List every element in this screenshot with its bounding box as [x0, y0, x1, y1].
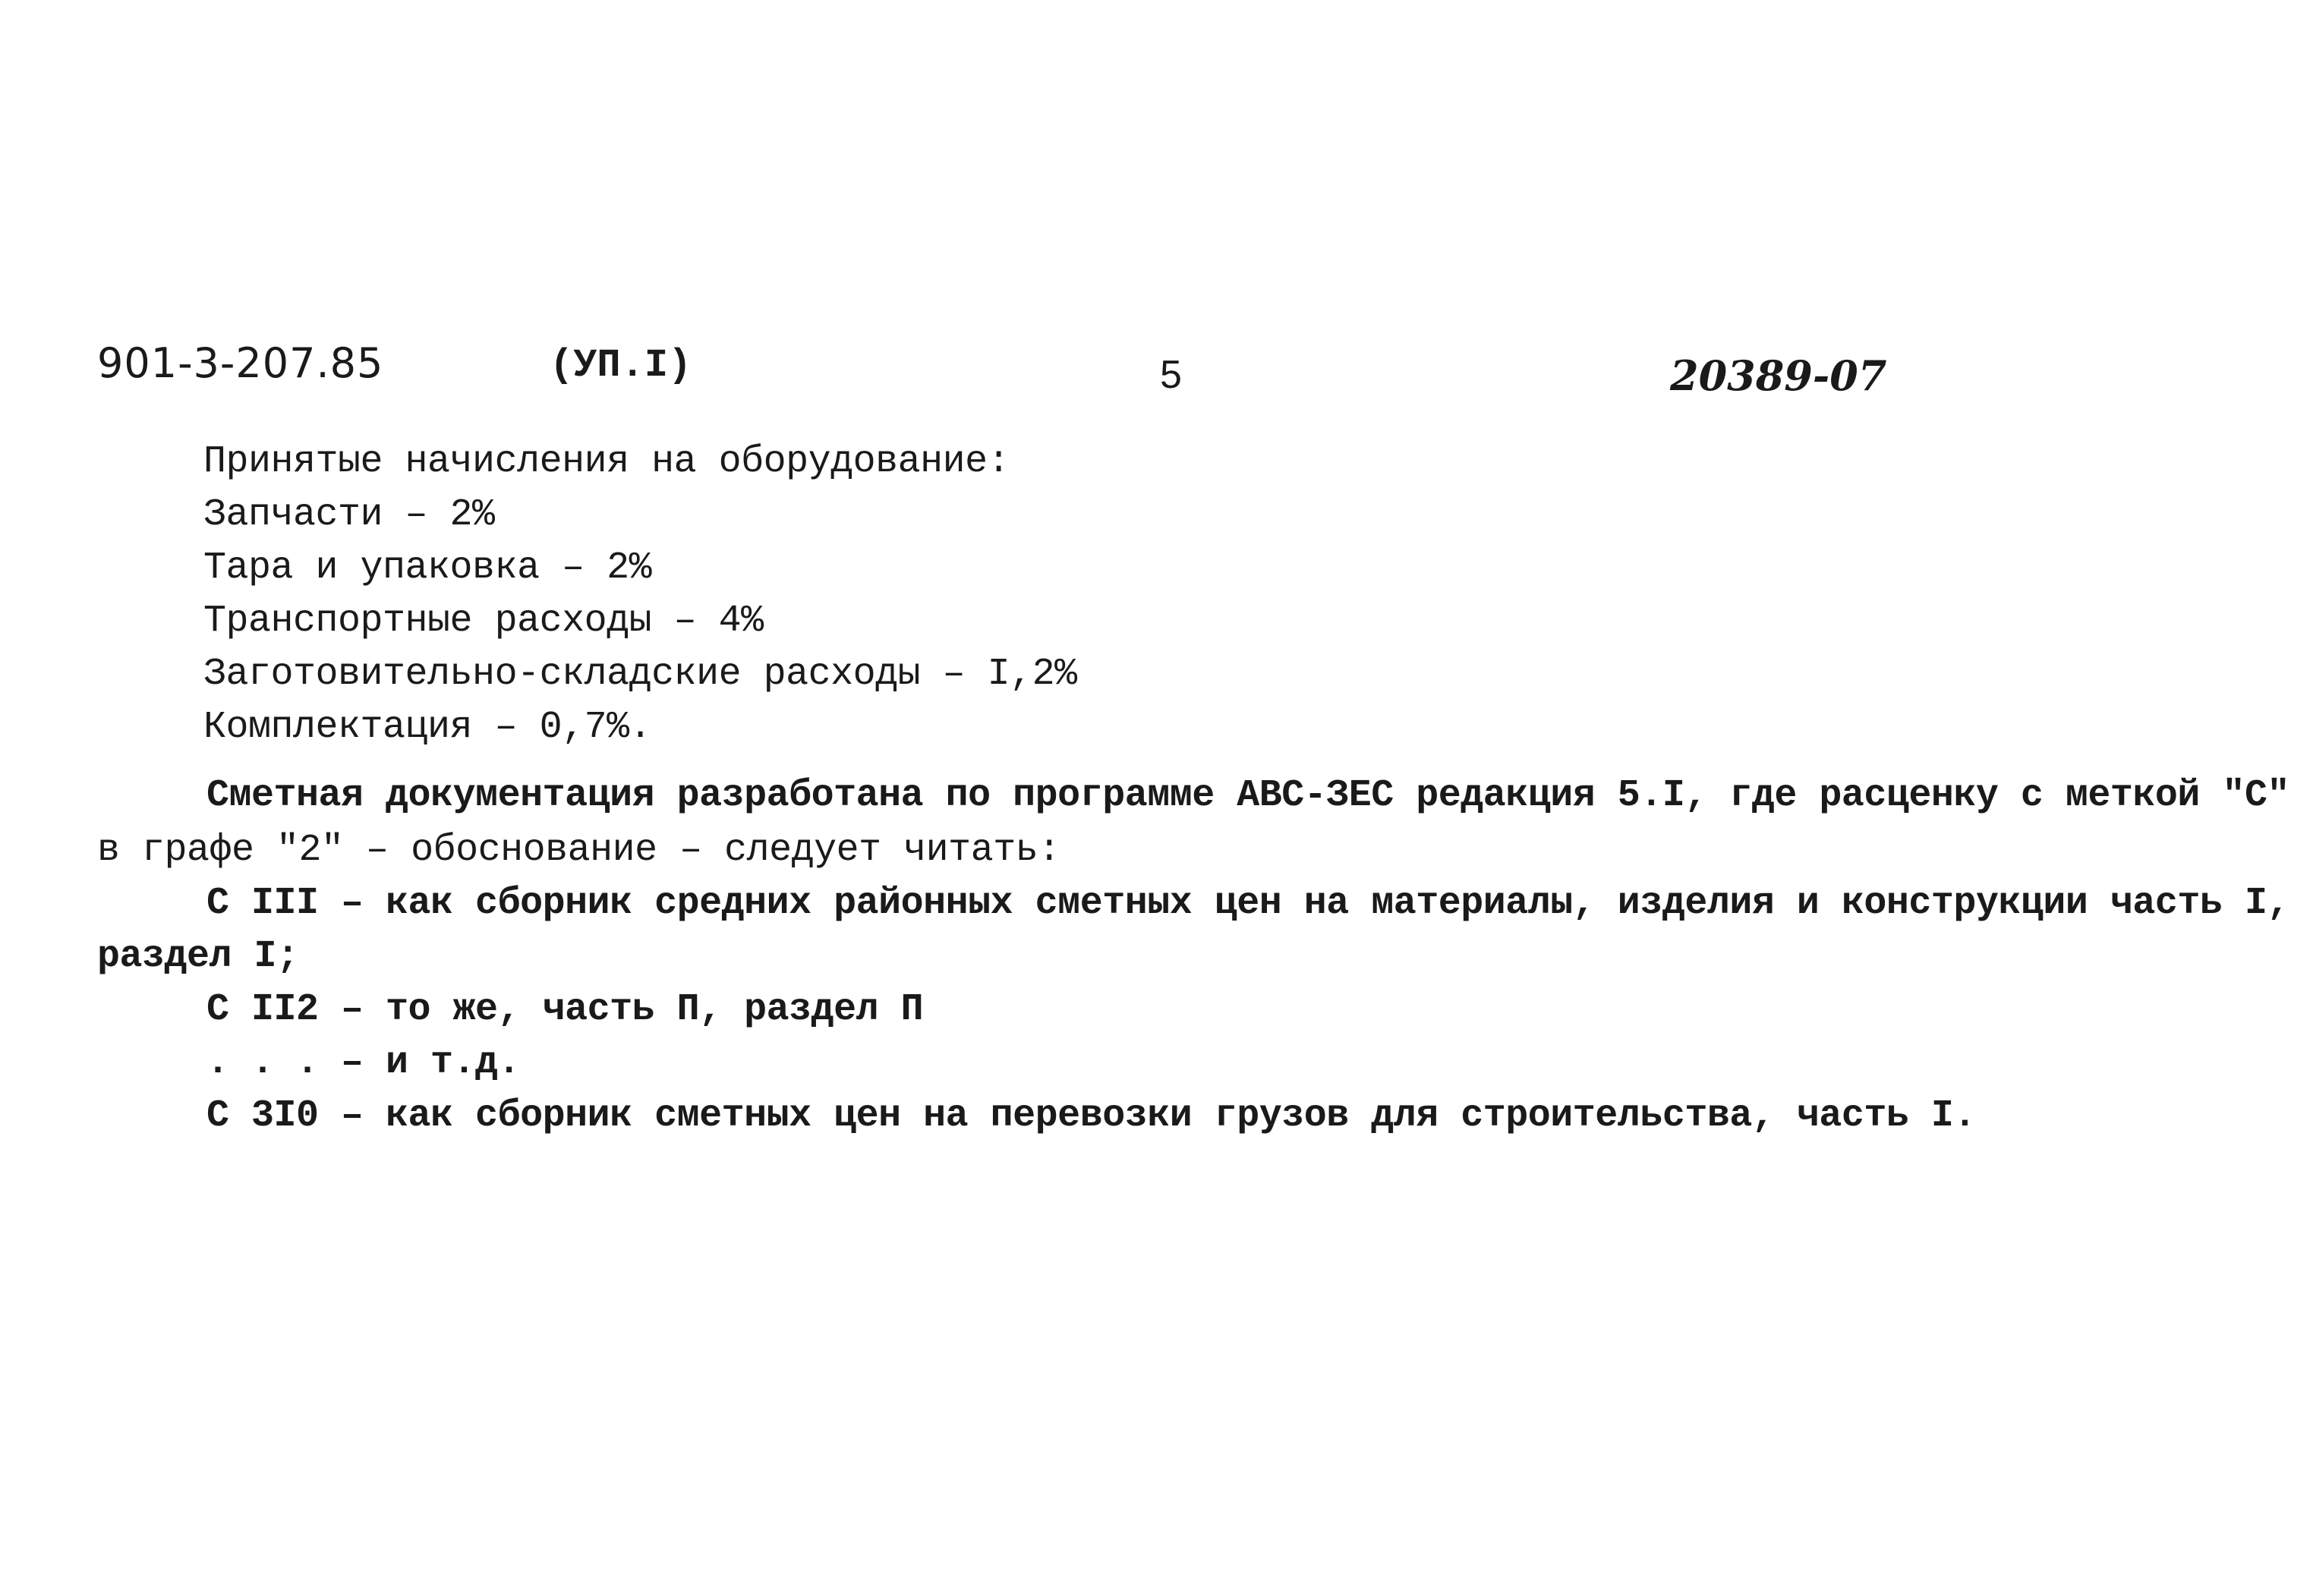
note-etc: . . . – и т.д.: [206, 1041, 521, 1084]
surcharge-item-completion: Комплектация – 0,7%.: [203, 706, 652, 749]
surcharges-title: Принятые начисления на оборудование:: [203, 440, 1010, 483]
page-number: 5: [1160, 353, 1182, 397]
note-c111-line2: раздел I;: [97, 935, 299, 978]
surcharge-item-warehouse: Заготовительно-складские расходы – I,2%: [203, 653, 1077, 696]
archive-number: 20389-07: [1670, 351, 1887, 400]
surcharge-item-packaging: Тара и упаковка – 2%: [203, 546, 652, 590]
surcharge-item-transport: Транспортные расходы – 4%: [203, 600, 764, 643]
note-c310: С 3I0 – как сборник сметных цен на перевозки грузов для строительства, часть I.: [206, 1094, 1976, 1138]
notes-paragraph-line2: в графе "2" – обоснование – следует читать:: [97, 829, 1060, 872]
note-c112: С II2 – то же, часть П, раздел П: [206, 988, 924, 1031]
surcharge-item-spares: Запчасти – 2%: [203, 493, 495, 537]
section-number: (УП.I): [550, 343, 692, 388]
notes-paragraph-line1: Сметная документация разработана по программе АВС-ЗЕС редакция 5.I, где расценку с меткой "С": [206, 774, 2289, 817]
document-code: 901-3-207.85: [97, 339, 384, 387]
note-c111-line1: С III – как сборник средних районных сметных цен на материалы, изделия и конструкции часть I,: [206, 882, 2289, 925]
